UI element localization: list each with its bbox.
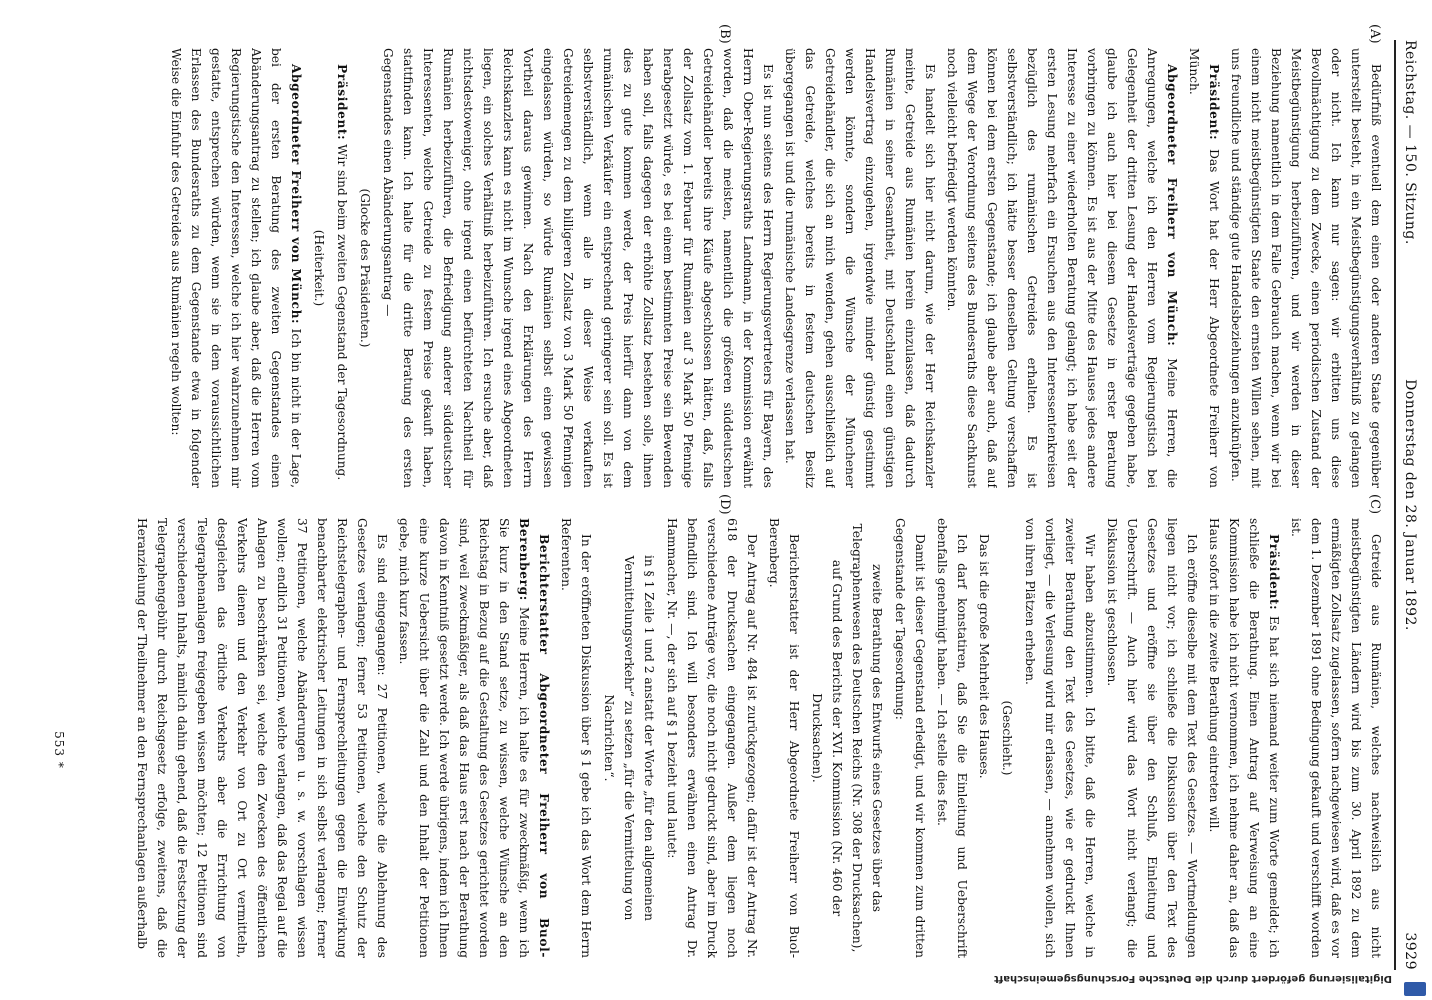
stage-direction: in § 1 Zeile 1 und 2 anstatt der Worte „für den allgemeinen Vermittelungsverkehr“ zu setzen „für die Vermittelung von Nachrichten“. [602, 555, 656, 921]
header-rule [1394, 40, 1396, 970]
dfg-logo-icon [1404, 982, 1426, 996]
speaker-paragraph [166, 48, 306, 488]
paragraph: Getreide aus Rumänien, welches nachweislich aus nicht meistbegünstigten Ländern wird bis zum 30. April 1892 zu dem ermäßigten Zollsatz zugelassen, sofern nachgewiesen wird, daß es vor dem 1. Dezember 1891 ohne Bedingung gekauft und verschifft worden ist. [1289, 518, 1383, 958]
paragraph: Ich eröffne dieselbe mit dem Text des Gesetzes. — Wortmeldungen liegen nicht vor; ich schließe die Diskussion über den Text des Gesetzes und eröffne sie über den Schluß, Einleitung und Ueberschrift. — Auch hier wird das Wort nicht verlangt; die Diskussion ist geschlossen. [1105, 518, 1199, 958]
digitization-credit [0, 973, 1432, 998]
paragraph: Der Antrag auf Nr. 484 ist zurückgezogen; dafür ist der Antrag Nr. 618 der Drucksachen eingegangen. Außer dem liegen noch verschiedene Anträge vor, die noch nicht gedruckt sind, aber im Druck befindlich sind. Ich will besonders erwähnen einen Antrag Dr. Hammacher, Nr. —, der sich auf § 1 bezieht und lautet: [665, 518, 759, 958]
speech-text: Das Wort hat der Herr Abgeordnete Freiherr von Münch. [1187, 48, 1221, 488]
paragraph: Ich darf konstatiren, daß Sie die Einleitung und Ueberschrift ebenfalls genehmigt haben. — Ich stelle dies fest. [935, 518, 969, 958]
paragraph: Es sind eingegangen: 27 Petitionen, welche die Ablehnung des Gesetzes verlangen; ferner 53 Petitionen, welche den Schutz der Reichstelegraphen- und Fernsprechleitungen gegen die Einwirkung benachbarter elektrischer Leitungen in sich selbst verlangen; ferner 37 Petitionen, welche Abänderungen u. s. w. vorschlagen wissen wollen; endlich 31 Petitionen, welche verlangen, daß das Regal auf die Anlagen zu beschränken sei, welche den Zwecken des öffentlichen Verkehrs dienen und den Verkehr von Ort zu Ort vermitteln, desgleichen das örtliche Verkehrs aber die Errichtung von Telegraphenanlagen freigegeben wissen möchten; 12 Petitionen sind verschiedenen Inhalts, nämlich dahin gehend, daß die Festsetzung der Telegraphengebühr durch Reichsgesetz erfolge, zweitens, daß die Heranziehung der Theilnehmer an den Fernsprechanlagen außerhalb [135, 518, 389, 958]
speech-text: Wir sind beim zweiten Gegenstand der Tagesordnung. [335, 144, 349, 481]
stage-direction: (Geschieht.) [1000, 700, 1014, 776]
paragraph: Berichterstatter ist der Herr Abgeordnete Freiherr von Buol-Berenberg. [767, 518, 801, 958]
speaker-name: Abgeordneter Freiherr von Münch: [289, 64, 303, 325]
speaker-paragraph [1204, 518, 1284, 958]
credit-text: Digitalisierung gefördert durch die Deutsche Forschungsgemeinschaft [994, 973, 1392, 984]
paragraph: Es handelt sich hier nicht darum, wie der Herr Reichskanzler meinte, Getreide aus Rumänien herein einzulassen, daß dadurch Rumänien in seiner Gesamtheit, mit Deutschland einen günstigen Handelsvertrag einzugehen, irgendwie minder günstig gestimmt werden könnte, sondern die Wünsche der Münchener Getreidehändler, die sich an mich wenden, gehen ausschließlich auf das Getreide, welches bereits in festem deutschen Besitz übergegangen ist und die rumänische Landesgrenze verlassen hat. [783, 48, 937, 488]
paragraph: Damit ist dieser Gegenstand erledigt, und wir kommen zum dritten Gegenstande der Tagesordnung: [893, 518, 927, 958]
speaker-name: Präsident: [1267, 534, 1281, 611]
running-header [1396, 40, 1422, 970]
page-footer: 553 * [52, 731, 66, 769]
speaker-paragraph [942, 48, 1182, 488]
left-column [86, 48, 1386, 488]
right-column [86, 518, 1386, 958]
speaker-name: Präsident: [335, 64, 349, 141]
header-center: Donnerstag den 28. Januar 1892. [1402, 379, 1418, 631]
margin-mark-d: (D) [717, 494, 732, 515]
speaker-paragraph [1184, 48, 1224, 488]
stage-direction: (Glocke des Präsidenten.) [358, 188, 372, 348]
stage-direction: zweite Berathung des Entwurfs eines Gesetzes über das Telegraphenwesen des Deutschen Reichs (Nr. 308 der Drucksachen), auf Grund des Berichts der XVI. Kommission (Nr. 460 der Drucksachen). [810, 523, 884, 953]
margin-mark-c: (C) [1367, 494, 1382, 515]
margin-mark-b: (B) [717, 24, 732, 44]
header-left: Reichstag. — 150. Sitzung. [1402, 40, 1418, 245]
page-number: 3929 [1402, 932, 1418, 970]
speaker-paragraph [394, 518, 554, 958]
margin-mark-a: (A) [1367, 24, 1382, 44]
paragraph: Wir haben abzustimmen. Ich bitte, daß die Herren, welche in zweiter Berathung den Text des Gesetzes, wie er gedruckt Ihnen vorliegt, — die Verlesung wird mir erlassen, — annehmen wollen, sich von ihren Plätzen erheben. [1023, 518, 1097, 958]
paragraph: In der eröffneten Diskussion über § 1 gebe ich das Wort dem Herrn Referenten. [559, 518, 593, 958]
paragraph: Es ist nun seitens des Herrn Regierungsvertreters für Bayern, des Herrn Ober-Regierungsraths Landmann, in der Kommission erwähnt worden, daß die meisten, namentlich die größeren süddeutschen Getreidehändler bereits ihre Käufe abgeschlossen hätten, daß, falls der Zollsatz vom 1. Februar für Rumänien auf 3 Mark 50 Pfennige herabgesetzt würde, es bei einem bestimmten Preise sein Bewenden haben soll, falls dagegen der erhöhte Zollsatz bestehen solle, ihnen dies zu gute kommen werde, der Preis hierfür dann von dem rumänischen Verkäufer ein entsprechend geringerer sein soll. Es ist selbstverständlich, wenn alle in dieser Weise verkauften Getreidemengen zu dem billigeren Zollsatz von 3 Mark 50 Pfennigen eingelassen würden, so würde Rumänien selbst einen gewissen Vortheil daraus gewinnen. Nach den Erklärungen des Herrn Reichskanzlers kann es nicht im Wunsche irgend eines Abgeordneten liegen, ein solches Verhältniß herbeizuführen. Ich ersuche aber, daß nichtsdestoweniger, ohne irgend einen befürchteten Nachtheil für Rumänien herbeizuführen, die Befriedigung anderer süddeutscher Interessenten, welche Getreide zu festem Preise gekauft haben, stattfinden kann. Ich halte für die dritte Beratung des ersten Gegenstandes einen Abänderungsantrag — [381, 48, 775, 488]
paragraph: Bedürfniß eventuell dem einen oder anderen Staate gegenüber unterstellt besteht, in ein Meistbegünstigungsverhältniß zu gelangen oder nicht. Ich kann nur sagen: wir erbitten uns diese Bevollmächtigung zu dem Zwecke, einen periodischen Zustand der Meistbegünstigung herbeizuführen, und wir werden in dieser Beziehung namentlich in dem Falle Gebrauch machen, wenn wir bei einem nicht meistbegünstigten Staate den ernsten Willen sehen, mit uns freundliche und ständige gute Handelsbeziehungen anzuknüpfen. [1229, 48, 1383, 488]
paragraph: Das ist die große Mehrheit des Hauses. [977, 534, 991, 779]
speech-text: Es hat sich niemand weiter zum Worte gemeldet; ich schließe die Berathung. Einen Antrag auf Verweisung an eine Kommission habe ich nicht vernommen, ich nehme daher an, daß das Haus sofort in die zweite Berathung eintreten will. [1207, 518, 1281, 958]
speaker-name: Präsident: [1207, 64, 1221, 141]
stage-direction: (Heiterkeit.) [312, 229, 326, 307]
speech-text: Ich bin nicht in der Lage, bei der ersten Beratung des zweiten Gegenstandes einen Abänderungsantrag zu stellen; ich glaube aber, daß die Herren vom Regierungstische den Interessen, welche ich hier wahrzunehmen mir gestatte, entsprechen würden, wenn sie in dem voraussichtlichen Erlassen des Bundesraths zu dem Gegenstande etwa in folgender Weise die Einfuhr des Getreides aus Rumänien regeln wollten: [169, 48, 303, 488]
speaker-name: Berichterstatter Abgeordneter Freiherr von Buol-Berenberg: [517, 518, 551, 958]
speaker-paragraph [332, 48, 352, 488]
speech-text: Meine Herren, ich halte es für zweckmäßig, wenn ich Sie kurz in den Stand setze, zu wissen, welche Wünsche an den Reichstag in Bezug auf die Gestaltung des Gesetzes gerichtet worden sind, weil zweckmäßiger, als daß das Haus erst nach der Berathung davon in Kenntniß gesetzt werde. Ich werde übrigens, indem ich Ihnen eine kurze Uebersicht über die Zahl und den Inhalt der Petitionen gebe, mich kurz fassen. [397, 518, 531, 958]
speech-text: Meine Herren, die Anregungen, welche ich den Herren vom Regierungstisch bei Gelegenheit der dritten Lesung der Handelsverträge gegeben habe, glaube ich auch hier bei diesem Gesetze in erster Beratung vorbringen zu können. Es ist aus der Mitte des Hauses jedes andere Interesse zu einer wiederholten Beratung gelangt; ich habe seit der ersten Lesung mehrfach ein Ersuchen aus den Interessentenkreisen bezüglich des rumänischen Getreides erhalten. Es ist selbstverständlich; ich hätte besser denselben Geltung verschaffen können bei dem ersten Gegenstande; ich glaube aber auch, daß auf dem Wege der Verordnung seitens des Bundesraths diese Sachkunst noch vielleicht befriedigt werden könnten. [945, 48, 1179, 488]
speaker-name: Abgeordneter Freiherr von Münch: [1165, 64, 1179, 347]
